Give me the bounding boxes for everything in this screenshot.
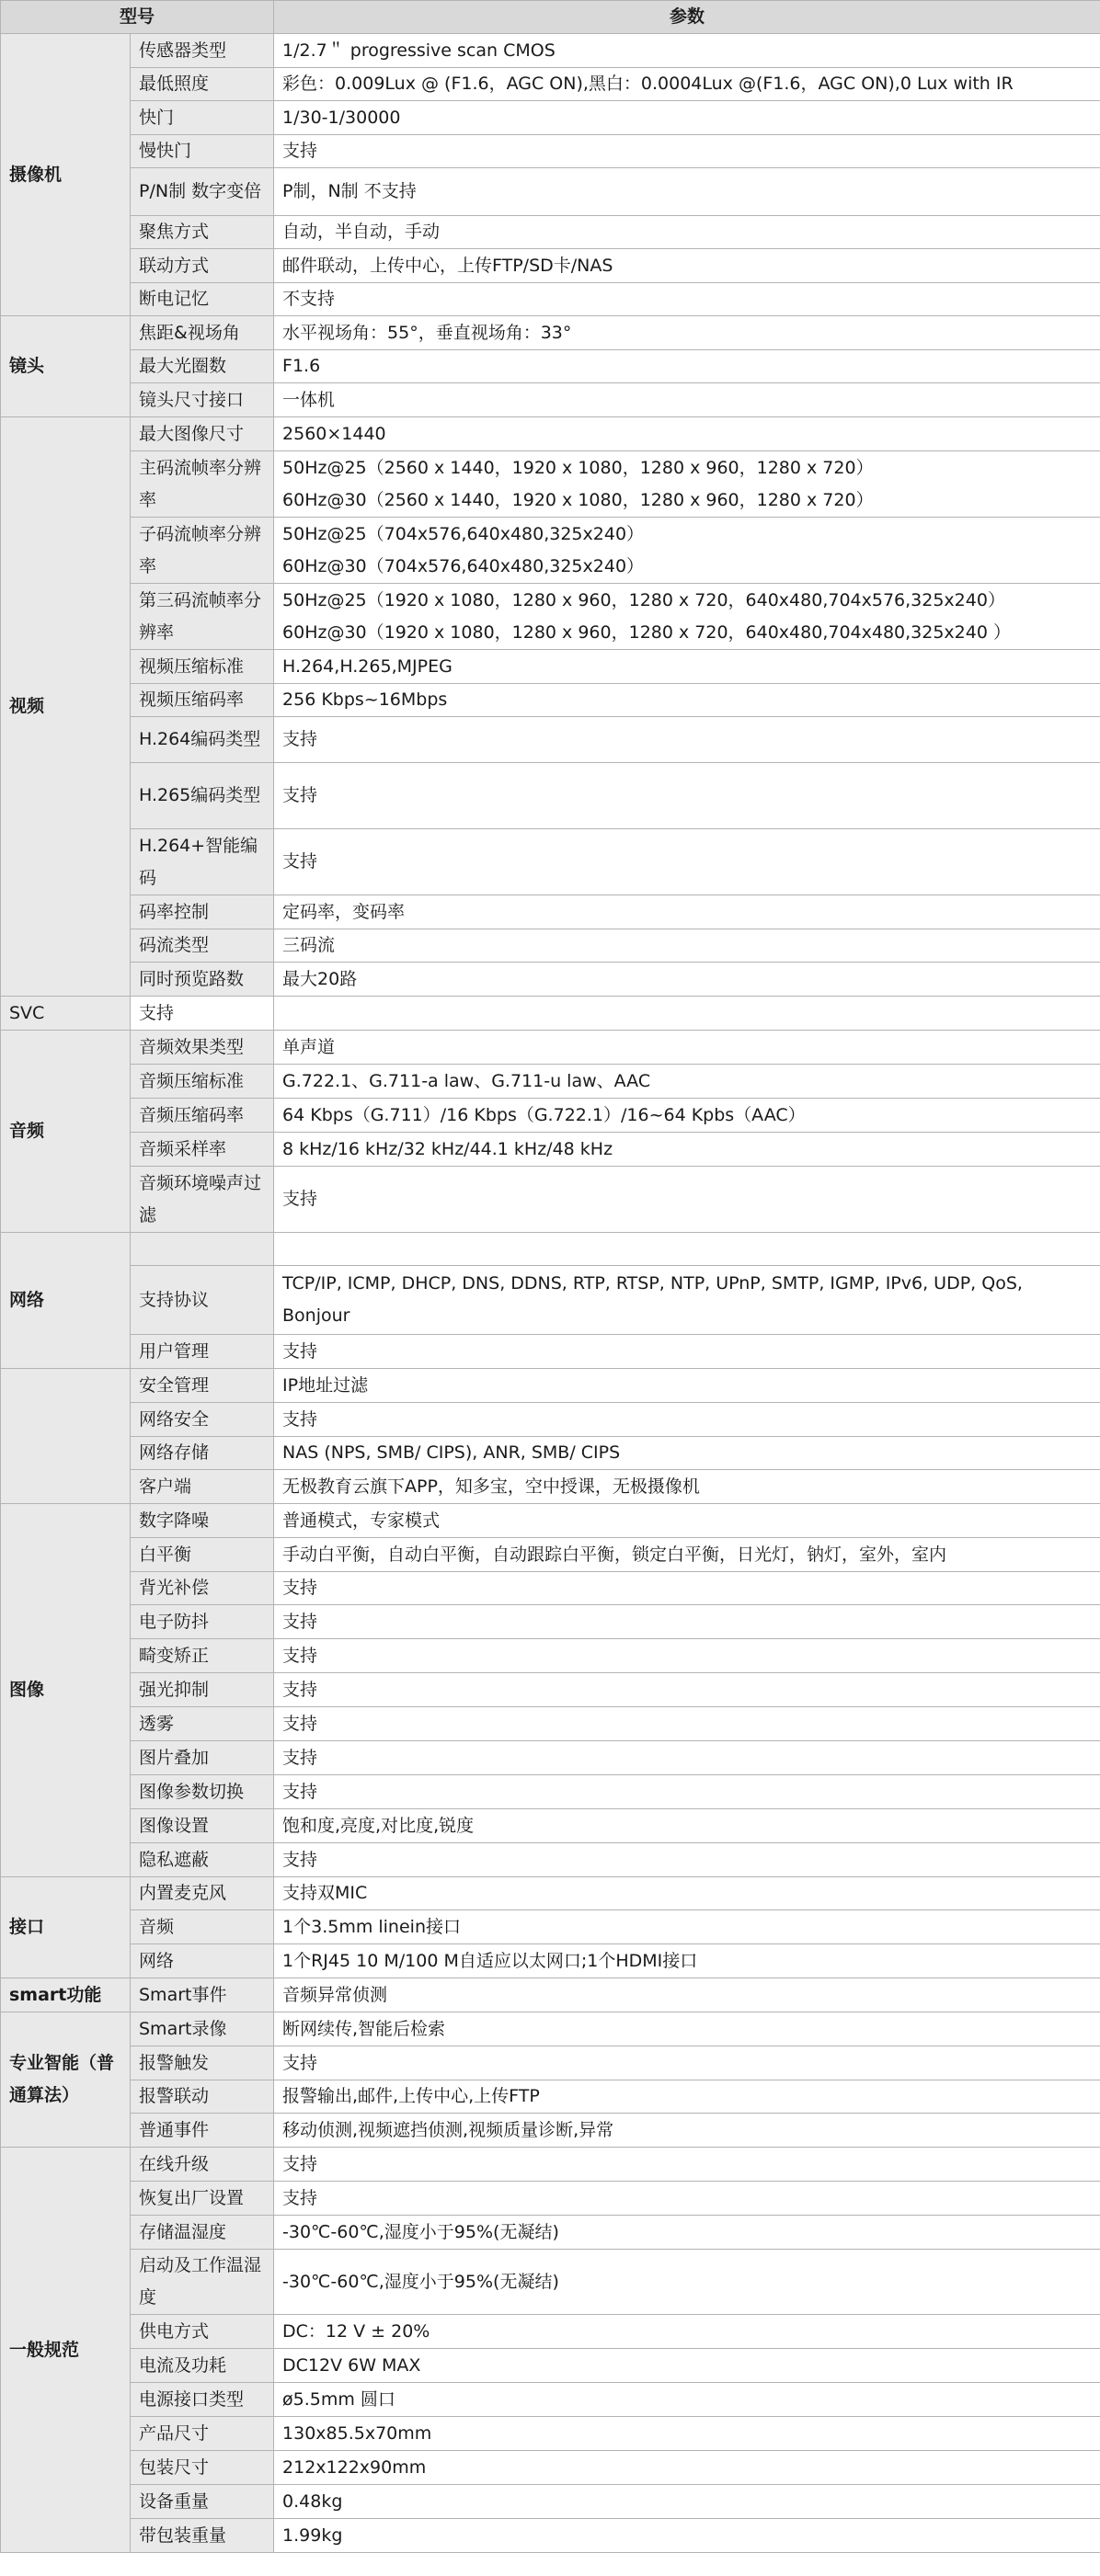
table-row [1, 1978, 1100, 2012]
table-row [1, 684, 1100, 717]
table-row [1, 283, 1100, 316]
spec-name-cell: 背光补偿 [131, 1572, 274, 1605]
table-row [1, 34, 1100, 68]
category-cell: 镜头 [1, 316, 131, 417]
spec-name-cell: 快门 [131, 101, 274, 135]
spec-name-cell [131, 1233, 274, 1266]
spec-value-cell: 支持 [274, 1639, 1100, 1673]
spec-value-cell: 音频异常侦测 [274, 1978, 1100, 2012]
spec-name-cell: 子码流帧率分辨率 [131, 518, 274, 584]
table-row [1, 1572, 1100, 1605]
spec-value-cell: 自动，半自动，手动 [274, 216, 1100, 249]
table-row [1, 68, 1100, 101]
spec-name-cell: 码流类型 [131, 929, 274, 963]
table-row [1, 2485, 1100, 2519]
table-row [1, 2046, 1100, 2080]
spec-value-cell: -30℃-60℃,湿度小于95%(无凝结) [274, 2216, 1100, 2250]
spec-value-cell: 彩色：0.009Lux @ (F1.6，AGC ON),黑白：0.0004Lux @(F1.6，AGC ON),0 Lux with IR [274, 68, 1100, 101]
spec-name-cell: 透雾 [131, 1707, 274, 1741]
table-row [1, 763, 1100, 829]
table-row [1, 1639, 1100, 1673]
spec-value-cell: TCP/IP, ICMP, DHCP, DNS, DDNS, RTP, RTSP, NTP, UPnP, SMTP, IGMP, IPv6, UDP, QoS, Bonjour [274, 1266, 1100, 1335]
spec-value-cell: 2560×1440 [274, 417, 1100, 451]
table-row [1, 1538, 1100, 1572]
spec-value-cell: 支持 [274, 763, 1100, 829]
table-row [1, 2451, 1100, 2485]
table-row [1, 1673, 1100, 1707]
spec-value-line-2: 60Hz@30（704x576,640x480,325x240） [282, 555, 645, 576]
table-row [1, 216, 1100, 249]
spec-value-cell: H.264,H.265,MJPEG [274, 650, 1100, 684]
spec-table-body [1, 34, 1100, 2553]
spec-name-cell: 支持协议 [131, 1266, 274, 1335]
spec-value-cell: 水平视场角：55°，垂直视场角：33° [274, 316, 1100, 350]
table-row [1, 2148, 1100, 2182]
table-row [1, 1470, 1100, 1504]
spec-name-cell: 音频压缩标准 [131, 1065, 274, 1099]
spec-value-cell: 支持 [274, 1775, 1100, 1809]
table-row [1, 1944, 1100, 1978]
spec-name-cell: 图像设置 [131, 1809, 274, 1843]
spec-value-cell: F1.6 [274, 350, 1100, 383]
spec-name-cell: 音频采样率 [131, 1133, 274, 1167]
spec-name-cell: 第三码流帧率分辨率 [131, 584, 274, 650]
spec-value-cell: DC：12 V ± 20% [274, 2315, 1100, 2349]
table-row [1, 249, 1100, 283]
category-cell: 专业智能（普通算法） [1, 2012, 131, 2148]
spec-name-cell: 普通事件 [131, 2114, 274, 2148]
spec-value-cell: 单声道 [274, 1031, 1100, 1065]
spec-value-cell: 支持 [274, 1843, 1100, 1877]
spec-name-cell: 最低照度 [131, 68, 274, 101]
category-cell: smart功能 [1, 1978, 131, 2012]
spec-value-cell: 普通模式，专家模式 [274, 1504, 1100, 1538]
spec-name-cell: 报警联动 [131, 2080, 274, 2114]
table-row [1, 350, 1100, 383]
spec-value-cell: 支持 [274, 717, 1100, 763]
spec-name-cell: 音频环境噪声过滤 [131, 1167, 274, 1233]
category-cell: 摄像机 [1, 34, 131, 316]
spec-value-cell: 支持 [274, 1572, 1100, 1605]
spec-name-cell: P/N制 数字变倍 [131, 168, 274, 216]
spec-value-cell [274, 584, 1100, 650]
spec-name-cell: H.264+智能编码 [131, 829, 274, 895]
spec-name-cell: 码率控制 [131, 895, 274, 929]
spec-name-cell: 畸变矫正 [131, 1639, 274, 1673]
spec-value-cell: G.722.1、G.711-a law、G.711-u law、AAC [274, 1065, 1100, 1099]
spec-name-cell: 数字降噪 [131, 1504, 274, 1538]
spec-value-cell: 1.99kg [274, 2519, 1100, 2553]
spec-value-cell: 1/30-1/30000 [274, 101, 1100, 135]
table-row [1, 135, 1100, 168]
spec-name-cell: Smart事件 [131, 1978, 274, 2012]
spec-value-cell: 支持 [131, 997, 274, 1031]
spec-value-cell: P制，N制 不支持 [274, 168, 1100, 216]
spec-value-cell: 支持 [274, 1335, 1100, 1369]
table-row [1, 1403, 1100, 1437]
table-row [1, 1369, 1100, 1403]
spec-name-cell: 联动方式 [131, 249, 274, 283]
spec-name-cell: 传感器类型 [131, 34, 274, 68]
table-row [1, 2349, 1100, 2383]
spec-value-cell: 支持 [274, 2182, 1100, 2216]
table-row [1, 1877, 1100, 1910]
spec-name-cell: 镜头尺寸接口 [131, 383, 274, 417]
table-row [1, 1335, 1100, 1369]
table-row [1, 1504, 1100, 1538]
spec-name-cell: 客户端 [131, 1470, 274, 1504]
spec-name-cell: Smart录像 [131, 2012, 274, 2046]
table-row [1, 1437, 1100, 1470]
table-row [1, 2519, 1100, 2553]
spec-name-cell: 内置麦克风 [131, 1877, 274, 1910]
spec-value-cell: 256 Kbps~16Mbps [274, 684, 1100, 717]
table-row [1, 1809, 1100, 1843]
spec-value-cell: 支持 [274, 1673, 1100, 1707]
spec-value-cell: 定码率，变码率 [274, 895, 1100, 929]
spec-name-cell: 视频压缩码率 [131, 684, 274, 717]
spec-value-line-1: 50Hz@25（1920 x 1080，1280 x 960，1280 x 720，640x480,704x576,325x240） [282, 589, 1005, 610]
spec-value-cell [274, 518, 1100, 584]
table-row [1, 1133, 1100, 1167]
spec-name-cell: 电流及功耗 [131, 2349, 274, 2383]
spec-name-cell: 恢复出厂设置 [131, 2182, 274, 2216]
spec-value-cell: 支持 [274, 1741, 1100, 1775]
spec-name-cell: 强光抑制 [131, 1673, 274, 1707]
spec-value-cell: 移动侦测,视频遮挡侦测,视频质量诊断,异常 [274, 2114, 1100, 2148]
table-row [1, 895, 1100, 929]
spec-name-cell: 音频效果类型 [131, 1031, 274, 1065]
spec-value-cell: 0.48kg [274, 2485, 1100, 2519]
table-row [1, 101, 1100, 135]
spec-name-cell: 报警触发 [131, 2046, 274, 2080]
spec-value-cell: 1/2.7＂ progressive scan CMOS [274, 34, 1100, 68]
spec-name-cell: 断电记忆 [131, 283, 274, 316]
spec-value-cell: 邮件联动，上传中心，上传FTP/SD卡/NAS [274, 249, 1100, 283]
spec-name-cell: 启动及工作温湿度 [131, 2250, 274, 2315]
table-row [1, 997, 1100, 1031]
table-row [1, 717, 1100, 763]
spec-value-cell: 支持 [274, 1605, 1100, 1639]
table-row [1, 1099, 1100, 1133]
spec-name-cell: H.264编码类型 [131, 717, 274, 763]
table-row [1, 2182, 1100, 2216]
table-row [1, 829, 1100, 895]
table-row [1, 963, 1100, 997]
category-cell: 图像 [1, 1504, 131, 1877]
table-row [1, 1843, 1100, 1877]
table-header-row [1, 1, 1100, 34]
spec-name-cell: 在线升级 [131, 2148, 274, 2182]
spec-name-cell: 最大图像尺寸 [131, 417, 274, 451]
spec-name-cell: 慢快门 [131, 135, 274, 168]
spec-value-cell: ø5.5mm 圆口 [274, 2383, 1100, 2417]
spec-value-line-1: 50Hz@25（704x576,640x480,325x240） [282, 523, 645, 544]
spec-value-cell: 断网续传,智能后检索 [274, 2012, 1100, 2046]
table-row [1, 1605, 1100, 1639]
table-row [1, 1707, 1100, 1741]
spec-value-cell: 不支持 [274, 283, 1100, 316]
category-cell: 一般规范 [1, 2148, 131, 2553]
spec-value-cell: 支持 [274, 2046, 1100, 2080]
header-params: 参数 [274, 1, 1100, 34]
table-row [1, 2383, 1100, 2417]
table-row [1, 417, 1100, 451]
spec-value-cell: 64 Kbps（G.711）/16 Kbps（G.722.1）/16~64 Kpbs（AAC） [274, 1099, 1100, 1133]
table-row [1, 316, 1100, 350]
spec-name-cell: 存储温湿度 [131, 2216, 274, 2250]
spec-name-cell: 图像参数切换 [131, 1775, 274, 1809]
spec-name-cell: 产品尺寸 [131, 2417, 274, 2451]
spec-value-cell: 手动白平衡，自动白平衡，自动跟踪白平衡，锁定白平衡，日光灯，钠灯，室外，室内 [274, 1538, 1100, 1572]
spec-value-cell: 饱和度,亮度,对比度,锐度 [274, 1809, 1100, 1843]
table-row [1, 2012, 1100, 2046]
table-row [1, 650, 1100, 684]
spec-value-cell: 三码流 [274, 929, 1100, 963]
table-row [1, 383, 1100, 417]
category-cell [1, 1369, 131, 1504]
spec-value-cell: 1个RJ45 10 M/100 M自适应以太网口;1个HDMI接口 [274, 1944, 1100, 1978]
category-cell: 网络 [1, 1233, 131, 1369]
table-row [1, 1775, 1100, 1809]
spec-name-cell: 网络 [131, 1944, 274, 1978]
spec-value-cell: 支持 [274, 135, 1100, 168]
spec-name-cell: 视频压缩标准 [131, 650, 274, 684]
table-row [1, 1065, 1100, 1099]
spec-value-cell: 212x122x90mm [274, 2451, 1100, 2485]
table-row [1, 2080, 1100, 2114]
spec-value-line-2: 60Hz@30（2560 x 1440，1920 x 1080，1280 x 960，1280 x 720） [282, 489, 874, 510]
spec-name-cell: 白平衡 [131, 1538, 274, 1572]
spec-value-cell: 130x85.5x70mm [274, 2417, 1100, 2451]
spec-name-cell: SVC [1, 997, 131, 1031]
spec-value-cell: -30℃-60℃,湿度小于95%(无凝结) [274, 2250, 1100, 2315]
table-row [1, 2315, 1100, 2349]
category-cell: 接口 [1, 1877, 131, 1978]
spec-name-cell: 音频 [131, 1910, 274, 1944]
table-row [1, 1031, 1100, 1065]
spec-value-cell: 报警输出,邮件,上传中心,上传FTP [274, 2080, 1100, 2114]
spec-name-cell: 最大光圈数 [131, 350, 274, 383]
spec-name-cell: 网络存储 [131, 1437, 274, 1470]
spec-value-cell: 支持 [274, 1403, 1100, 1437]
spec-name-cell: 包装尺寸 [131, 2451, 274, 2485]
spec-name-cell: 用户管理 [131, 1335, 274, 1369]
spec-value-cell: 无极教育云旗下APP，知多宝，空中授课，无极摄像机 [274, 1470, 1100, 1504]
spec-value-cell: 支持 [274, 2148, 1100, 2182]
spec-name-cell: 焦距&视场角 [131, 316, 274, 350]
table-row [1, 1741, 1100, 1775]
spec-value-line-1: 50Hz@25（2560 x 1440，1920 x 1080，1280 x 960，1280 x 720） [282, 457, 874, 478]
table-row [1, 1910, 1100, 1944]
spec-value-cell: NAS (NPS, SMB/ CIPS), ANR, SMB/ CIPS [274, 1437, 1100, 1470]
table-row [1, 1233, 1100, 1266]
spec-value-cell: 支持双MIC [274, 1877, 1100, 1910]
spec-name-cell: 供电方式 [131, 2315, 274, 2349]
spec-name-cell: 图片叠加 [131, 1741, 274, 1775]
table-row [1, 2114, 1100, 2148]
spec-name-cell: 音频压缩码率 [131, 1099, 274, 1133]
spec-value-cell [274, 451, 1100, 518]
spec-name-cell: 同时预览路数 [131, 963, 274, 997]
spec-name-cell: 主码流帧率分辨率 [131, 451, 274, 518]
spec-name-cell: 聚焦方式 [131, 216, 274, 249]
spec-value-cell: IP地址过滤 [274, 1369, 1100, 1403]
table-row [1, 2216, 1100, 2250]
table-row [1, 1167, 1100, 1233]
spec-value-cell: 最大20路 [274, 963, 1100, 997]
spec-name-cell: 设备重量 [131, 2485, 274, 2519]
spec-name-cell: 网络安全 [131, 1403, 274, 1437]
table-row [1, 929, 1100, 963]
table-row [1, 518, 1100, 584]
table-row [1, 168, 1100, 216]
spec-value-cell: 8 kHz/16 kHz/32 kHz/44.1 kHz/48 kHz [274, 1133, 1100, 1167]
spec-value-cell: 支持 [274, 1167, 1100, 1233]
table-row [1, 2417, 1100, 2451]
spec-value-cell [274, 1233, 1100, 1266]
table-row [1, 1266, 1100, 1335]
table-row [1, 584, 1100, 650]
spec-value-cell: 支持 [274, 829, 1100, 895]
spec-name-cell: 带包装重量 [131, 2519, 274, 2553]
table-row [1, 451, 1100, 518]
spec-value-cell: 支持 [274, 1707, 1100, 1741]
spec-name-cell: 隐私遮蔽 [131, 1843, 274, 1877]
spec-value-cell: DC12V 6W MAX [274, 2349, 1100, 2383]
spec-value-line-2: 60Hz@30（1920 x 1080，1280 x 960，1280 x 720，640x480,704x480,325x240 ） [282, 621, 1011, 643]
header-model: 型号 [1, 1, 274, 34]
table-row [1, 2250, 1100, 2315]
spec-name-cell: 电子防抖 [131, 1605, 274, 1639]
category-cell: 视频 [1, 417, 131, 997]
spec-value-cell: 1个3.5mm linein接口 [274, 1910, 1100, 1944]
spec-name-cell: 安全管理 [131, 1369, 274, 1403]
spec-name-cell: 电源接口类型 [131, 2383, 274, 2417]
spec-value-cell: 一体机 [274, 383, 1100, 417]
category-cell: 音频 [1, 1031, 131, 1233]
spec-name-cell: H.265编码类型 [131, 763, 274, 829]
